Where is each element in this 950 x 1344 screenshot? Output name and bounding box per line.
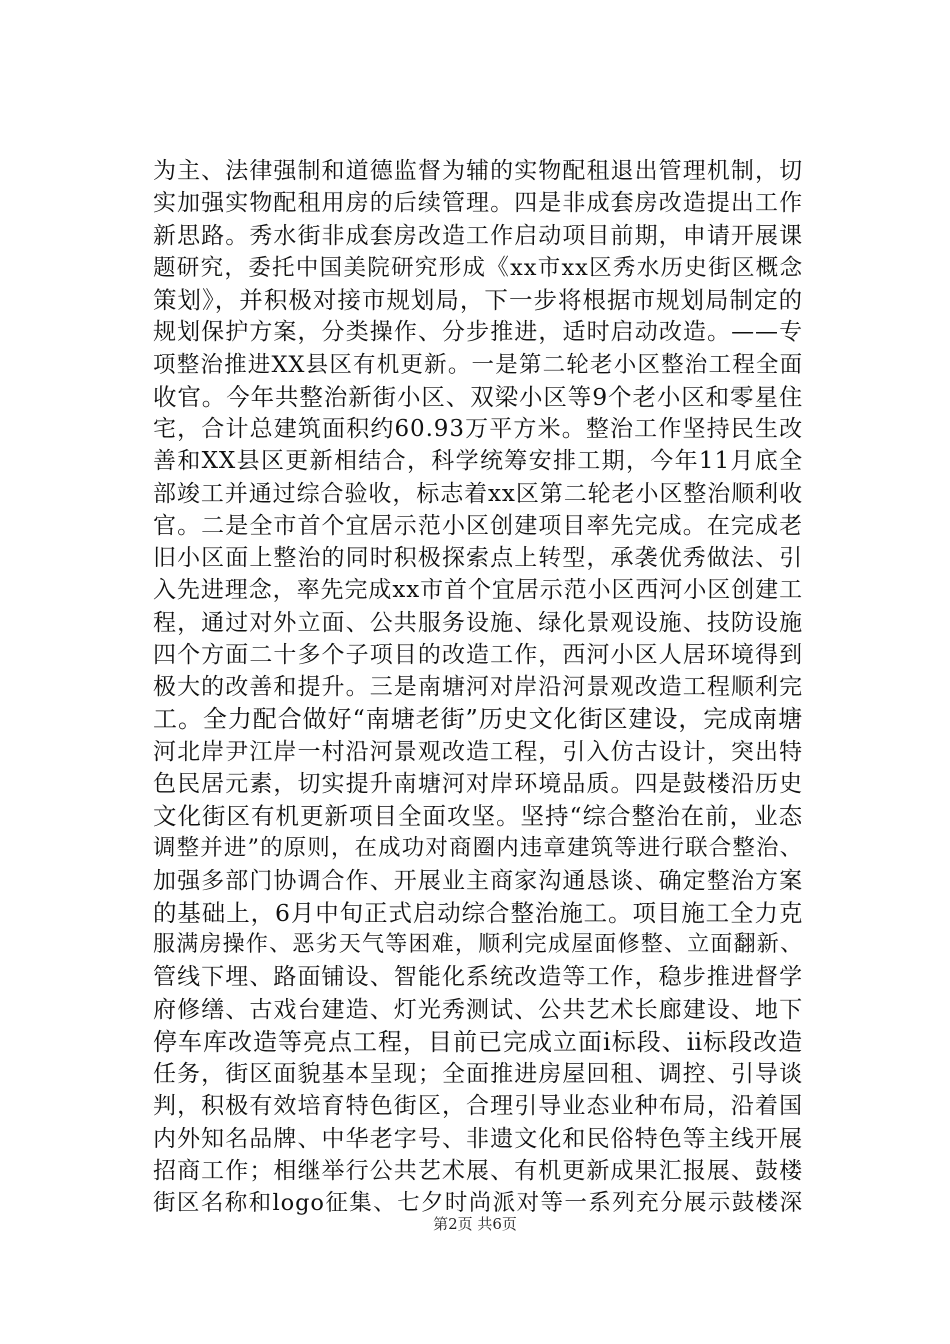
text-line: 项整治推进XX县区有机更新。一是第二轮老小区整治工程全面 [153,351,803,378]
text-line: 文化街区有机更新项目全面攻坚。坚持“综合整治在前，业态 [153,802,803,830]
text-line: 极大的改善和提升。三是南塘河对岸沿河景观改造工程顺利完 [153,674,803,700]
text-line: 停车库改造等亮点工程，目前已完成立面ⅰ标段、ⅱ标段改造 [153,1027,803,1056]
body-paragraph [153,155,803,1219]
text-line: 街区名称和logo征集、七夕时尚派对等一系列充分展示鼓楼深 [153,1190,803,1216]
text-line: 策划》，并积极对接市规划局，下一步将根据市规划局制定的 [153,286,803,314]
text-line: 旧小区面上整治的同时积极探索点上转型，承袭优秀做法、引 [153,545,803,571]
text-line: 管线下埋、路面铺设、智能化系统改造等工作，稳步推进督学 [153,964,803,991]
text-line: 善和XX县区更新相结合，科学统筹安排工期，今年11月底全 [153,448,803,475]
text-line: 入先进理念，率先完成xx市首个宜居示范小区西河小区创建工 [153,577,803,604]
text-line: 规划保护方案，分类操作、分步推进，适时启动改造。——专 [153,319,803,346]
text-line: 色民居元素，切实提升南塘河对岸环境品质。四是鼓楼沿历史 [153,770,803,797]
text-line: 程，通过对外立面、公共服务设施、绿化景观设施、技防设施 [153,609,803,636]
text-line: 任务，街区面貌基本呈现；全面推进房屋回租、调控、引导谈 [153,1061,803,1087]
text-line: 收官。今年共整治新街小区、双梁小区等9个老小区和零星住 [153,382,804,411]
text-line: 为主、法律强制和道德监督为辅的实物配租退出管理机制，切 [153,158,803,184]
page-footer: 第2页 共6页 [433,1215,517,1233]
text-line: 部竣工并通过综合验收，标志着xx区第二轮老小区整治顺利收 [153,480,803,507]
text-line: 的基础上，6月中旬正式启动综合整治施工。项目施工全力克 [153,898,804,927]
text-line: 内外知名品牌、中华老字号、非遗文化和民俗特色等主线开展 [153,1125,803,1152]
text-line: 新思路。秀水街非成套房改造工作启动项目前期，申请开展课 [153,222,803,249]
text-line: 宅，合计总建筑面积约60.93万平方米。整治工作坚持民生改 [153,416,803,442]
text-line: 题研究，委托中国美院研究形成《xx市xx区秀水历史街区概念 [153,254,803,281]
text-line: 四个方面二十多个子项目的改造工作，西河小区人居环境得到 [153,641,803,668]
text-line: 官。二是全市首个宜居示范小区创建项目率先完成。在完成老 [153,512,803,539]
text-line: 加强多部门协调合作、开展业主商家沟通恳谈、确定整治方案 [153,867,803,894]
text-line: 府修缮、古戏台建造、灯光秀测试、公共艺术长廊建设、地下 [153,996,803,1023]
text-line: 河北岸尹江岸一村沿河景观改造工程，引入仿古设计，突出特 [153,738,803,765]
text-line: 判，积极有效培育特色街区，合理引导业态业种布局，沿着国 [153,1093,803,1120]
text-line: 工。全力配合做好“南塘老街”历史文化街区建设，完成南塘 [153,705,803,734]
text-line: 实加强实物配租用房的后续管理。四是非成套房改造提出工作 [153,190,803,217]
text-line: 服满房操作、恶劣天气等困难，顺利完成屋面修整、立面翻新、 [153,932,803,957]
text-line: 调整并进”的原则，在成功对商圈内违章建筑等进行联合整治、 [153,835,803,862]
text-line: 招商工作；相继举行公共艺术展、有机更新成果汇报展、鼓楼 [153,1157,803,1184]
